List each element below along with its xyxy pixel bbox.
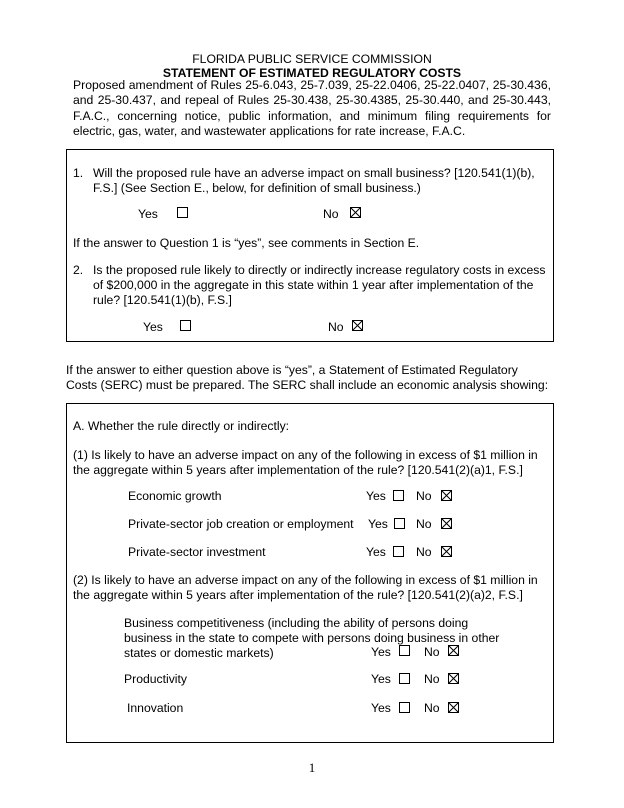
document-title: STATEMENT OF ESTIMATED REGULATORY COSTS	[162, 66, 462, 80]
serc-note-line-2: Costs (SERC) must be prepared. The SERC shall include an economic analysis showing:	[66, 378, 549, 392]
economic-growth-no-checkbox[interactable]	[441, 490, 452, 501]
competitiveness-line-3: states or domestic markets)	[124, 646, 274, 660]
part-1-line-1: (1) Is likely to have an adverse impact on any of the following in excess of $1 million in	[73, 448, 538, 462]
question-1-number: 1.	[73, 166, 84, 180]
q2-yes-label: Yes	[143, 320, 163, 334]
question-2-line-1: Is the proposed rule likely to directly or indirectly increase regulatory costs in excess	[93, 263, 546, 277]
job-creation-no-checkbox[interactable]	[441, 518, 452, 529]
economic-growth-yes-label: Yes	[366, 489, 386, 503]
competitiveness-no-label: No	[424, 645, 440, 659]
job-creation-yes-checkbox[interactable]	[394, 518, 405, 529]
checkbox-cross-icon	[442, 519, 451, 528]
innovation-no-label: No	[424, 701, 440, 715]
q1-no-checkbox[interactable]	[350, 207, 361, 218]
question-2-number: 2.	[73, 263, 84, 277]
page-number: 1	[308, 760, 316, 775]
checkbox-cross-icon	[449, 703, 458, 712]
q2-no-checkbox[interactable]	[352, 320, 363, 331]
job-creation-label: Private-sector job creation or employment	[128, 517, 354, 531]
q2-yes-checkbox[interactable]	[180, 320, 191, 331]
innovation-yes-label: Yes	[371, 701, 391, 715]
competitiveness-no-checkbox[interactable]	[448, 645, 459, 656]
q2-no-label: No	[328, 320, 344, 334]
q1-yes-label: Yes	[138, 207, 158, 221]
economic-growth-yes-checkbox[interactable]	[393, 490, 404, 501]
investment-yes-label: Yes	[366, 545, 386, 559]
part-1-line-2: the aggregate within 5 years after implementation of the rule? [120.541(2)(a)1, F.S.]	[73, 463, 523, 477]
checkbox-cross-icon	[449, 646, 458, 655]
productivity-yes-checkbox[interactable]	[399, 673, 410, 684]
investment-no-label: No	[416, 545, 432, 559]
checkbox-cross-icon	[351, 208, 360, 217]
part-2-line-1: (2) Is likely to have an adverse impact on any of the following in excess of $1 million in	[73, 573, 538, 587]
serc-note-line-1: If the answer to either question above is “yes”, a Statement of Estimated Regulatory	[66, 363, 518, 377]
productivity-no-checkbox[interactable]	[448, 673, 459, 684]
job-creation-no-label: No	[416, 517, 432, 531]
job-creation-yes-label: Yes	[368, 517, 388, 531]
competitiveness-yes-checkbox[interactable]	[399, 645, 410, 656]
innovation-yes-checkbox[interactable]	[399, 702, 410, 713]
competitiveness-line-1: Business competitiveness (including the ability of persons doing	[124, 616, 469, 630]
q1-yes-checkbox[interactable]	[177, 207, 188, 218]
checkbox-cross-icon	[442, 491, 451, 500]
economic-growth-no-label: No	[416, 489, 432, 503]
competitiveness-line-2: business in the state to compete with persons doing business in other	[124, 631, 500, 645]
competitiveness-yes-label: Yes	[371, 645, 391, 659]
productivity-no-label: No	[424, 672, 440, 686]
section-a-heading: A. Whether the rule directly or indirectly:	[73, 419, 290, 433]
part-2-line-2: the aggregate within 5 years after implementation of the rule? [120.541(2)(a)2, F.S.]	[73, 588, 523, 602]
intro-paragraph: Proposed amendment of Rules 25-6.043, 25-7.039, 25-22.0406, 25-22.0407, 25-30.436, and 25-30.437, and repeal of Rules 25-30.438, 25-30.4385, 25-30.440, and 25-30.443, F.A.C., concerning notice, public information, and minimum filing requirements for electric, gas, water, and wastewater applications for rate increase, F.A.C.	[73, 78, 551, 138]
q1-no-label: No	[323, 207, 339, 221]
question-1-line-2: F.S.] (See Section E., below, for definition of small business.)	[93, 181, 421, 195]
question-1-note: If the answer to Question 1 is “yes”, see comments in Section E.	[73, 236, 420, 250]
innovation-label: Innovation	[127, 701, 184, 715]
question-2-line-3: rule? [120.541(1)(b), F.S.]	[93, 293, 232, 307]
checkbox-cross-icon	[442, 547, 451, 556]
productivity-label: Productivity	[124, 672, 187, 686]
question-2-line-2: of $200,000 in the aggregate in this state within 1 year after implementation of the	[93, 278, 534, 292]
investment-no-checkbox[interactable]	[441, 546, 452, 557]
agency-name: FLORIDA PUBLIC SERVICE COMMISSION	[192, 52, 432, 66]
question-1-line-1: Will the proposed rule have an adverse impact on small business? [120.541(1)(b),	[93, 166, 535, 180]
productivity-yes-label: Yes	[371, 672, 391, 686]
investment-yes-checkbox[interactable]	[393, 546, 404, 557]
innovation-no-checkbox[interactable]	[448, 702, 459, 713]
checkbox-cross-icon	[353, 321, 362, 330]
economic-growth-label: Economic growth	[128, 489, 222, 503]
checkbox-cross-icon	[449, 674, 458, 683]
investment-label: Private-sector investment	[128, 545, 266, 559]
